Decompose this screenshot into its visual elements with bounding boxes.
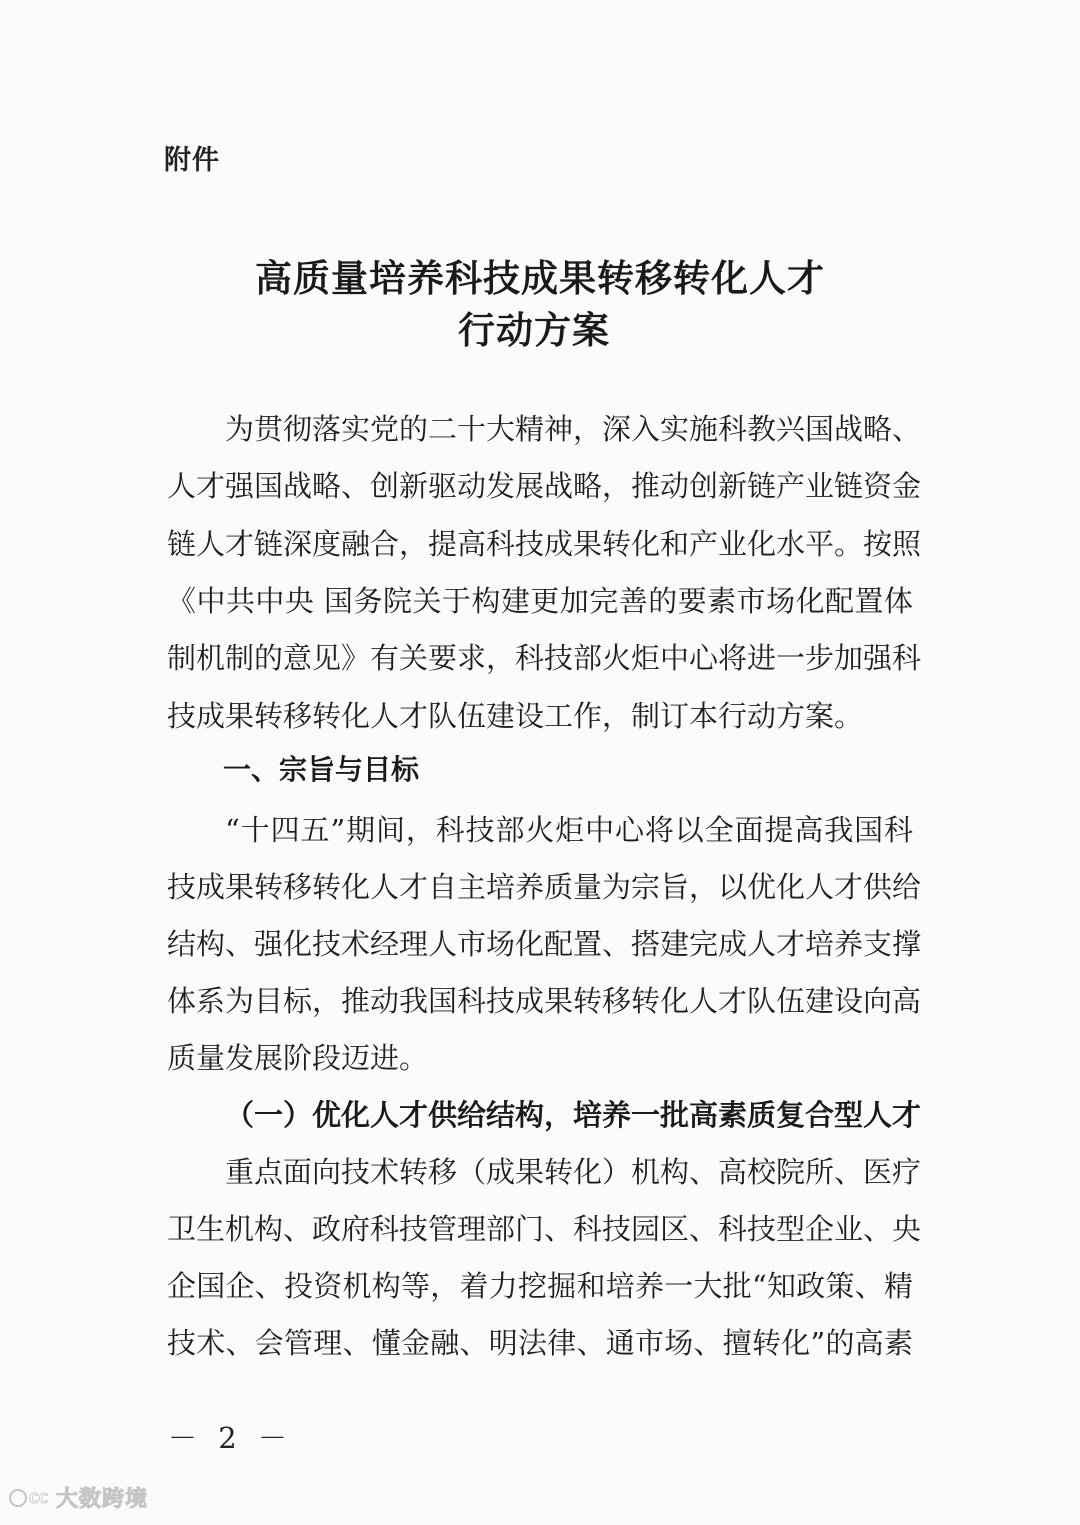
paragraph-line: 为贯彻落实党的二十大精神，深入实施科教兴国战略、 — [225, 412, 922, 446]
page-number: － 2 － — [168, 1421, 293, 1455]
watermark-logo-icon — [8, 1485, 52, 1511]
paragraph-line: 技成果转移转化人才队伍建设工作，制订本行动方案。 — [167, 699, 864, 733]
document-title-line2: 行动方案 — [458, 308, 610, 352]
paragraph-line: 重点面向技术转移（成果转化）机构、高校院所、医疗 — [225, 1155, 922, 1189]
attachment-label: 附件 — [164, 145, 220, 176]
paragraph-line: 企国企、投资机构等，着力挖掘和培养一大批“知政策、精 — [167, 1269, 913, 1303]
subsection-heading: （一）优化人才供给结构，培养一批高素质复合型人才 — [225, 1098, 922, 1132]
paragraph-line: 结构、强化技术经理人市场化配置、搭建完成人才培养支撑 — [167, 927, 922, 961]
svg-text:CC: CC — [29, 1491, 49, 1507]
paragraph-line: 《中共中央 国务院关于构建更加完善的要素市场化配置体 — [167, 584, 913, 618]
paragraph-line: 制机制的意见》有关要求，科技部火炬中心将进一步加强科 — [167, 641, 922, 675]
paragraph-line: 技术、会管理、懂金融、明法律、通市场、擅转化”的高素 — [167, 1326, 913, 1360]
paragraph-line: “十四五”期间，科技部火炬中心将以全面提高我国科 — [225, 813, 913, 847]
paragraph-line: 人才强国战略、创新驱动发展战略，推动创新链产业链资金 — [167, 469, 922, 503]
document-title-line1: 高质量培养科技成果转移转化人才 — [255, 256, 825, 300]
section-heading: 一、宗旨与目标 — [223, 753, 420, 786]
paragraph-line: 链人才链深度融合，提高科技成果转化和产业化水平。按照 — [167, 527, 922, 561]
watermark-text: 大数跨境 — [56, 1487, 149, 1512]
paragraph-line: 体系为目标，推动我国科技成果转移转化人才队伍建设向高 — [167, 984, 922, 1018]
paragraph-line: 卫生机构、政府科技管理部门、科技园区、科技型企业、央 — [167, 1212, 922, 1246]
paragraph-line: 质量发展阶段迈进。 — [167, 1041, 429, 1075]
watermark — [8, 1482, 148, 1513]
paragraph-line: 技成果转移转化人才自主培养质量为宗旨，以优化人才供给 — [167, 870, 922, 904]
